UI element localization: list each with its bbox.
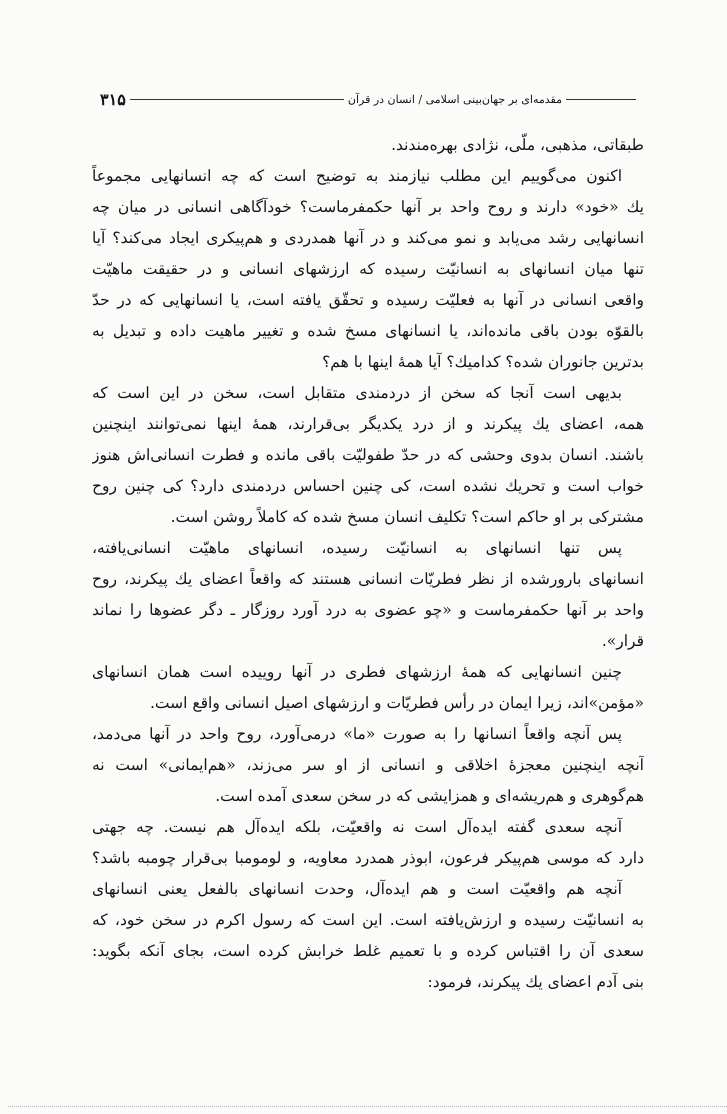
text-line: طبقاتی، مذهبی، ملّی، نژادی بهره‌مندند. [391,136,644,154]
text-line: پس تنها انسانهای به انسانیّت رسیده، انسانهای ماهیّت انسانی‌یافته، [92,539,622,557]
text-line: آنچه اینچنین معجزهٔ اخلاقی و انسانی از او سر می‌زند، «هم‌ایمانی» است نه [92,756,644,774]
text-line: آنچه سعدی گفته ایده‌آل است نه واقعیّت، بلکه ایده‌آل هم نیست. چه جهتی [92,818,622,836]
page-number: ۳۱۵ [100,89,126,109]
running-header [100,90,640,108]
text-line: آنچه هم واقعیّت است و هم ایده‌آل، وحدت انسانهای بالفعل یعنی انسانهای [92,880,622,898]
text-line: بنی آدم اعضای یك پیکرند، فرمود: [427,973,644,991]
header-rule-right [566,99,636,100]
text-line: انسانهای بارورشده از نظر فطریّات انسانی هستند که واقعاً اعضای یك پیکرند، روح [92,570,644,588]
text-line: خواب است و تحریك نشده است، کی چنین احساس دردمندی دارد؟ کی چنین روح [92,477,644,495]
running-title: مقدمه‌ای بر جهان‌بینی اسلامی / انسان در قرآن [347,92,562,106]
text-line: چنین انسانهایی که همهٔ ارزشهای فطری در آنها روییده است همان انسانهای [92,663,622,681]
text-line: اکنون می‌گوییم این مطلب نیازمند به توضیح است که چه انسانهایی مجموعاً [92,167,622,185]
text-line: بالقوّه بودن باقی مانده‌اند، یا انسانهای مسخ شده و تغییر ماهیت داده و تبدیل به [92,322,644,340]
text-line: بدیهی است آنجا که سخن از دردمندی متقابل است، سخن در این است که [92,384,622,402]
text-line: تنها میان انسانهای به انسانیّت رسیده که ارزشهای انسانی و در حقیقت ماهیّت [92,260,644,278]
text-line: واقعی انسانی در آنها به فعلیّت رسیده و تحقّق یافته است، یا انسانهایی که در حدّ [92,291,644,309]
text-line: قرار». [601,632,644,650]
text-line: «مؤمن»‌اند، زیرا ایمان در رأس فطریّات و ارزشهای اصیل انسانی واقع است. [149,694,644,712]
text-line: سعدی آن را اقتباس کرده و با تعمیم غلط خرابش کرده است، بجای آنکه بگوید: [92,942,644,960]
text-line: هم‌گوهری و هم‌ریشه‌ای و همزایشی که در سخن سعدی آمده است. [215,787,644,805]
header-rule-left [130,99,344,100]
text-line: یك «خود» دارند و روح واحد بر آنها حکمفرماست؟ خودآگاهی انسانی در میان چه [92,198,644,216]
text-line: بدترین جانوران شده؟ کدامیك؟ آیا همهٔ اینها با هم؟ [322,353,644,371]
text-line: باشند. انسان بدوی وحشی که در حدّ طفولیّت باقی مانده و فطرت انسانی‌اش هنوز [92,446,644,464]
body-text [92,130,644,998]
page-bottom-rule [8,1106,727,1107]
text-line: دارد که موسی هم‌پیکر فرعون، ابوذر همدرد معاویه، و لومومبا بی‌قرار چومبه باشد؟ [92,849,644,867]
text-line: به انسانیّت رسیده و ارزش‌یافته است. این است که رسول اکرم در سخن خود، که [92,911,644,929]
text-line: انسانهایی رشد می‌یابد و نمو می‌کند و در آنها همدردی و هم‌پیکری ایجاد می‌کند؟ آیا [92,229,644,247]
text-line: همه، اعضای یك پیکرند و از درد یکدیگر بی‌قرارند، همهٔ اینها نمی‌توانند اینچنین [92,415,644,433]
text-line: واحد بر آنها حکمفرماست و «چو عضوی به درد آورد روزگار ـ دگر عضوها را نماند [92,601,644,619]
text-line: پس آنچه واقعاً انسانها را به صورت «ما» درمی‌آورد، روح واحد در آنها می‌دمد، [92,725,622,743]
text-line: مشترکی بر او حاکم است؟ تکلیف انسان مسخ شده که کاملاً روشن است. [170,508,644,526]
